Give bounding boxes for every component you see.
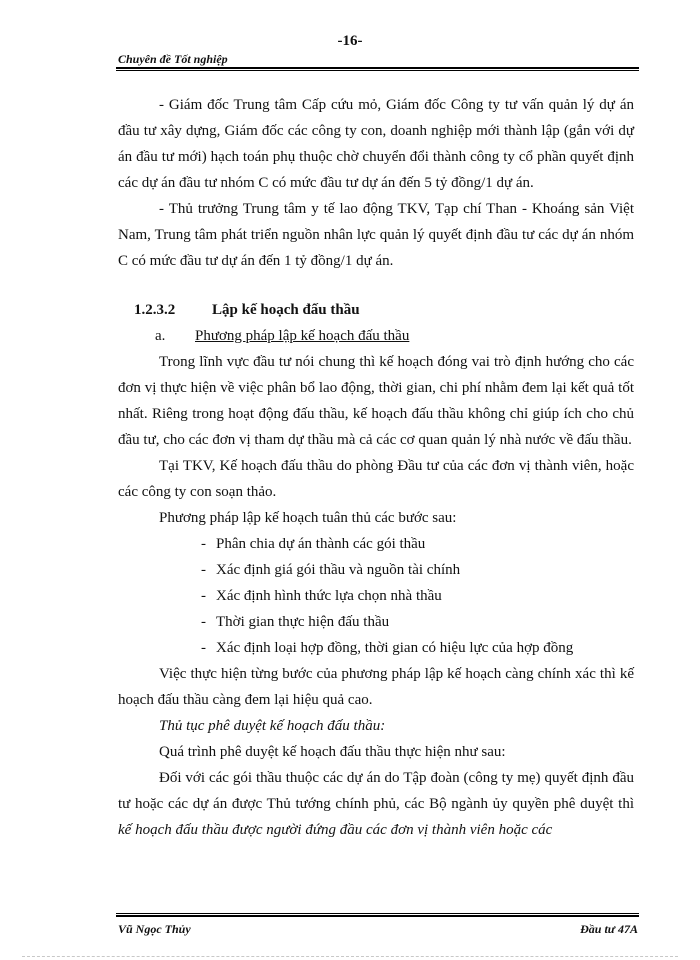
body-paragraph: Tại TKV, Kế hoạch đấu thầu do phòng Đầu tư của các đơn vị thành viên, hoặc các công ty con soạn thảo. (118, 458, 634, 500)
body-paragraph: Việc thực hiện từng bước của phương pháp lập kế hoạch càng chính xác thì kế hoạch đấu thầu càng đem lại hiệu quả cao. (118, 666, 634, 708)
bullet-paragraph: - Thủ trưởng Trung tâm y tế lao động TKV, Tạp chí Than - Khoáng sản Việt Nam, Trung tâm phát triển nguồn nhân lực quản lý quyết định đầu tư các dự án nhóm C có mức đầu tư dự án đến 1 tỷ đồng/1 dự án. (118, 201, 634, 269)
italic-subheading: Thủ tục phê duyệt kế hoạch đấu thầu: (159, 718, 386, 734)
header-divider (116, 67, 639, 71)
section-heading (118, 297, 634, 323)
steps-list (118, 531, 634, 661)
body-paragraph: Phương pháp lập kế hoạch tuân thủ các bước sau: (159, 510, 457, 526)
body-paragraph: Quá trình phê duyệt kế hoạch đấu thầu thực hiện như sau: (159, 744, 506, 760)
page-edge-divider (22, 956, 678, 957)
page-number: -16- (337, 33, 363, 49)
subsection-title: Phương pháp lập kế hoạch đấu thầu (195, 328, 410, 344)
italic-emphasis: kế hoạch đấu thầu được người đứng đầu các đơn vị thành viên hoặc các (118, 822, 553, 838)
section-number: 1.2.3.2 (134, 302, 176, 318)
page-body (118, 92, 634, 843)
list-item: - Xác định hình thức lựa chọn nhà thầu (201, 588, 442, 604)
section-title: Lập kế hoạch đấu thầu (212, 302, 360, 318)
footer-author: Vũ Ngọc Thủy (118, 922, 191, 936)
body-paragraph: Trong lĩnh vực đầu tư nói chung thì kế hoạch đóng vai trò định hướng cho các đơn vị thực hiện về việc phân bổ lao động, thời gian, chi phí nhằm đem lại kết quả tốt nhất. Riêng trong hoạt động đấu thầu, kế hoạch đấu thầu không chỉ giúp ích cho chủ đầu tư, cho các đơn vị tham dự thầu mà cả các cơ quan quản lý nhà nước về đấu thầu. (118, 354, 634, 448)
list-item: - Phân chia dự án thành các gói thầu (201, 536, 426, 552)
footer-divider (116, 913, 639, 917)
subsection-letter: a. (155, 328, 166, 344)
subsection-heading (118, 323, 634, 349)
footer-class: Đầu tư 47A (580, 922, 638, 936)
list-item: - Xác định loại hợp đồng, thời gian có hiệu lực của hợp đồng (201, 640, 574, 656)
document-header-title: Chuyên đề Tốt nghiệp (118, 52, 228, 66)
body-paragraph: Đối với các gói thầu thuộc các dự án do Tập đoàn (công ty mẹ) quyết định đầu tư hoặc các dự án được Thủ tướng chính phủ, các Bộ ngành ủy quyền phê duyệt thì kế hoạch đấu thầu được người đứng đầu các đơn vị thành viên hoặc các (118, 770, 634, 838)
list-item: - Thời gian thực hiện đấu thầu (201, 614, 390, 630)
list-item: - Xác định giá gói thầu và nguồn tài chính (201, 562, 461, 578)
bullet-paragraph: - Giám đốc Trung tâm Cấp cứu mỏ, Giám đốc Công ty tư vấn quản lý dự án đầu tư xây dựng, Giám đốc các công ty con, doanh nghiệp mới thành lập (gắn với dự án đầu tư mới) hạch toán phụ thuộc chờ chuyển đổi thành công ty cổ phần quyết định các dự án đầu tư nhóm C có mức đầu tư dự án đến 5 tỷ đồng/1 dự án. (118, 97, 634, 191)
